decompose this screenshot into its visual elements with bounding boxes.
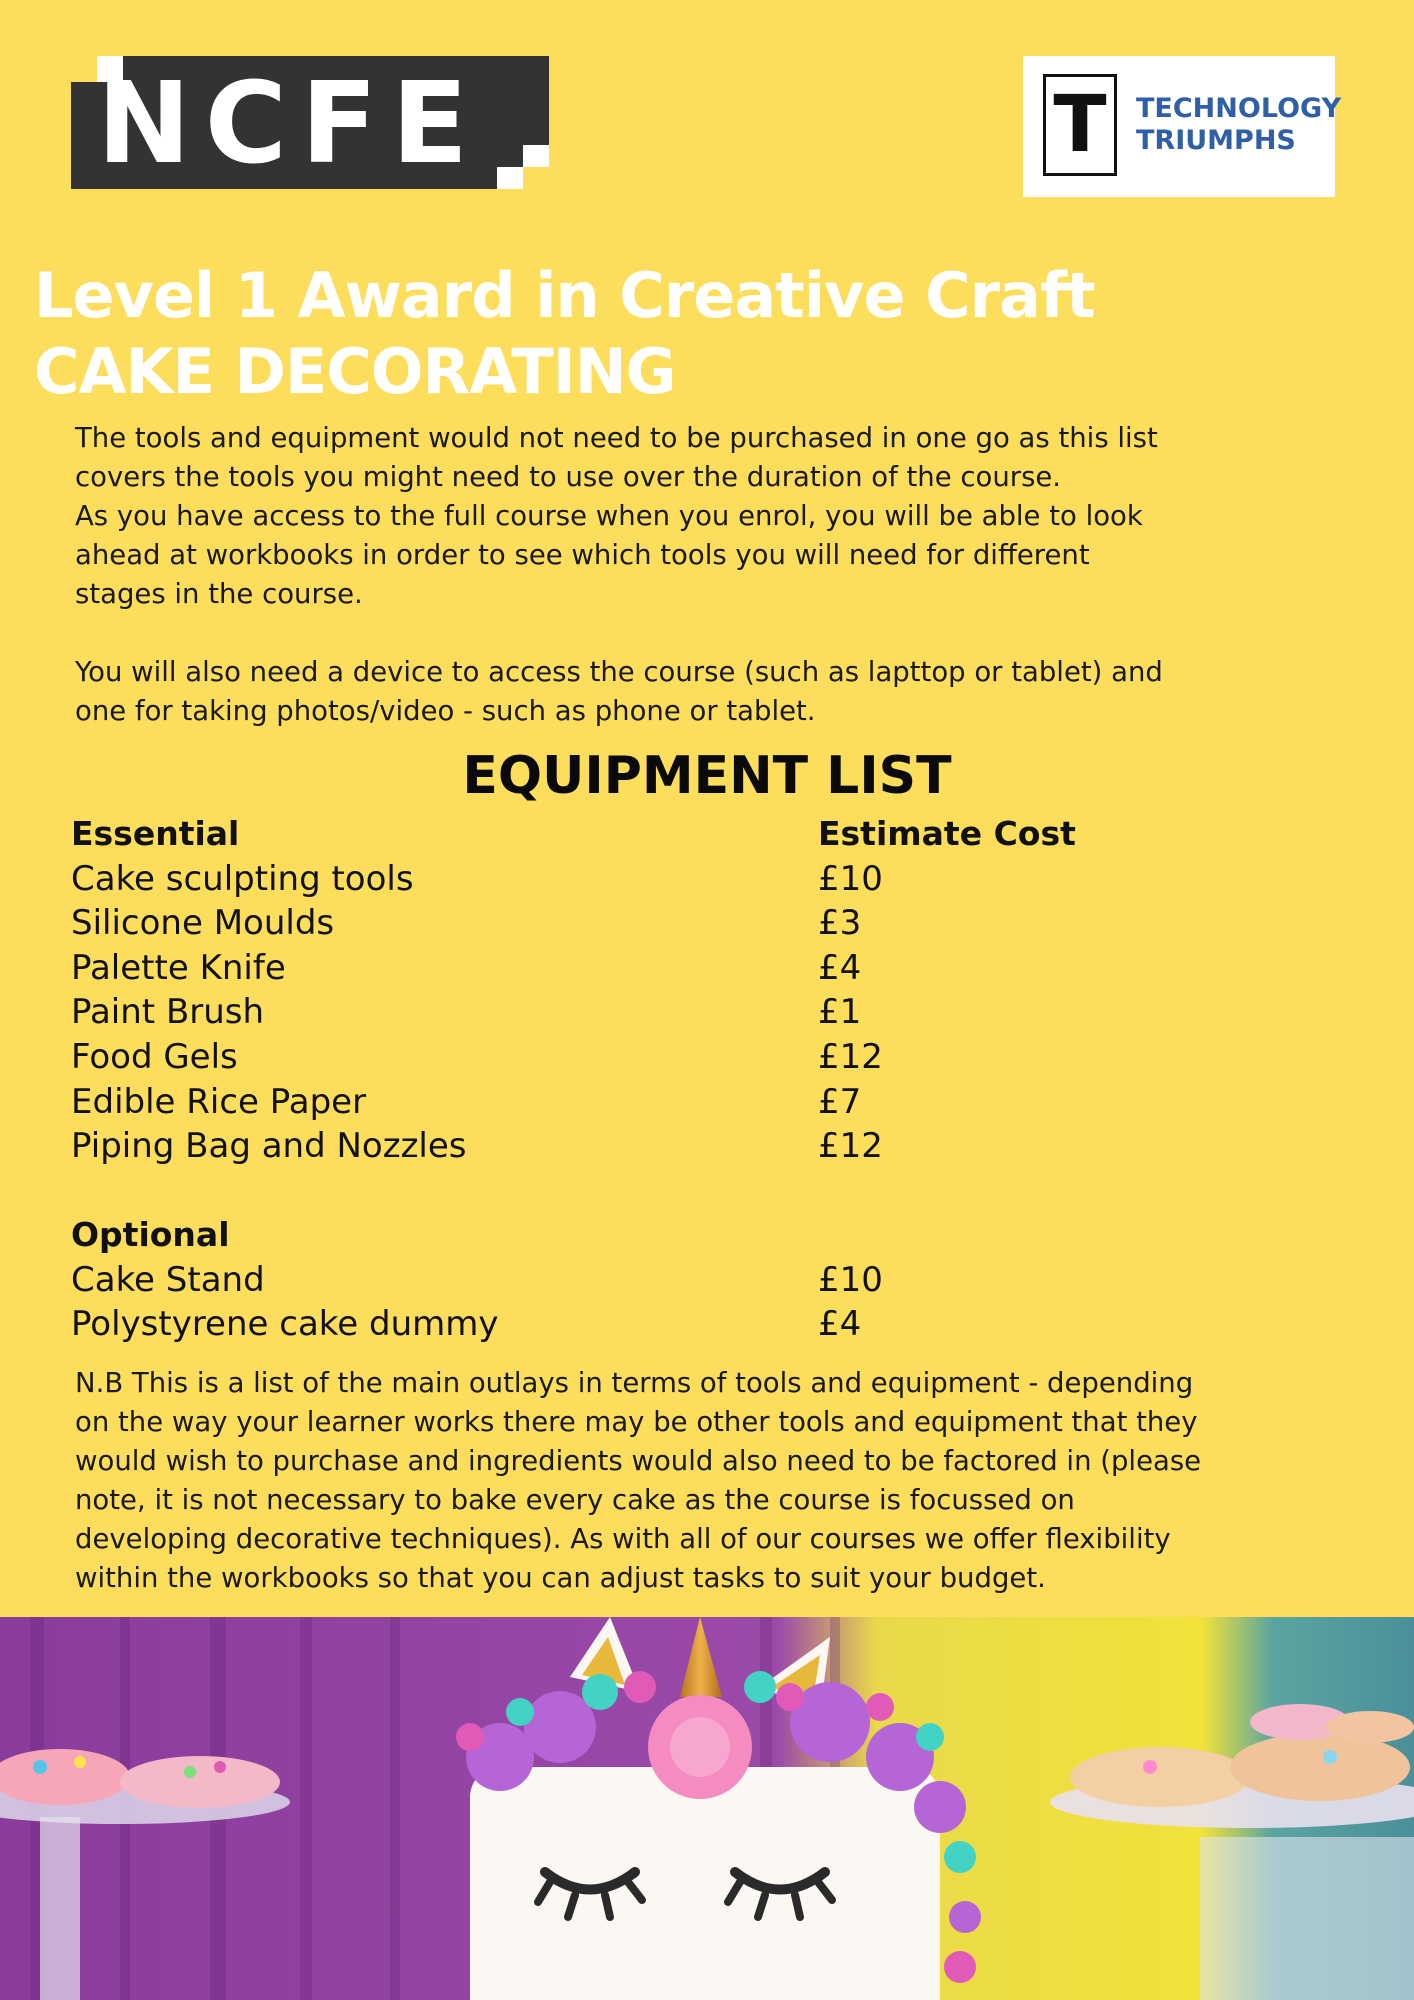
- optional-header-row: [71, 1213, 1371, 1258]
- list-item: [71, 1080, 1371, 1125]
- item-cost: £10: [818, 858, 883, 899]
- cake-illustration: [0, 1617, 1414, 2000]
- item-cost: £1: [818, 992, 862, 1033]
- page-title: Level 1 Award in Creative Craft: [34, 259, 1095, 332]
- intro-line: covers the tools you might need to use over the duration of the course.: [75, 461, 1062, 493]
- note-line: on the way your learner works there may be other tools and equipment that they: [75, 1406, 1198, 1438]
- item-name: Polystyrene cake dummy: [71, 1304, 499, 1345]
- page-subtitle: CAKE DECORATING: [34, 335, 676, 408]
- item-name: Edible Rice Paper: [71, 1081, 367, 1122]
- equipment-list-title: EQUIPMENT LIST: [462, 746, 952, 806]
- item-name: Silicone Moulds: [71, 903, 335, 944]
- technology-triumphs-logo: [1023, 56, 1342, 197]
- optional-header: Optional: [71, 1215, 230, 1254]
- list-item: [71, 990, 1371, 1035]
- item-cost: £7: [818, 1081, 862, 1122]
- item-name: Piping Bag and Nozzles: [71, 1126, 467, 1167]
- tt-logo-line1: TECHNOLOGY: [1136, 93, 1342, 124]
- list-item: [71, 946, 1371, 991]
- item-cost: £12: [818, 1126, 883, 1167]
- unicorn-cake-photo: [0, 1617, 1414, 2000]
- note-line: developing decorative techniques). As with all of our courses we offer flexibility: [75, 1523, 1171, 1555]
- logo-corner-square: [497, 167, 523, 189]
- intro-line: ahead at workbooks in order to see which tools you will need for different: [75, 539, 1090, 571]
- item-cost: £10: [818, 1259, 883, 1300]
- note-line: N.B This is a list of the main outlays in terms of tools and equipment - depending: [75, 1367, 1194, 1399]
- item-cost: £12: [818, 1036, 883, 1077]
- note-line: would wish to purchase and ingredients would also need to be factored in (please: [75, 1445, 1202, 1477]
- item-name: Food Gels: [71, 1036, 238, 1077]
- intro-line: stages in the course.: [75, 578, 363, 610]
- logo-corner-notch: [523, 167, 549, 189]
- intro-line: one for taking photos/video - such as phone or tablet.: [75, 695, 816, 727]
- intro-line: As you have access to the full course when you enrol, you will be able to look: [75, 500, 1143, 532]
- essential-header-row: [71, 812, 1371, 857]
- item-name: Cake sculpting tools: [71, 858, 414, 899]
- list-item: [71, 1124, 1371, 1169]
- item-name: Cake Stand: [71, 1259, 265, 1300]
- list-item: [71, 901, 1371, 946]
- essential-list: [71, 812, 1371, 1169]
- list-item: [71, 1258, 1371, 1303]
- list-item: [71, 1302, 1371, 1347]
- item-cost: £3: [818, 903, 862, 944]
- intro-text: [75, 419, 1375, 731]
- essential-header: Essential: [71, 814, 240, 853]
- ncfe-logo: [71, 56, 549, 189]
- cost-header: Estimate Cost: [818, 814, 1076, 853]
- tt-logo-line2: TRIUMPHS: [1136, 125, 1296, 156]
- footnote: [75, 1364, 1385, 1598]
- item-name: Paint Brush: [71, 992, 265, 1033]
- item-cost: £4: [818, 1304, 862, 1345]
- item-name: Palette Knife: [71, 947, 286, 988]
- optional-list: [71, 1213, 1371, 1347]
- note-line: note, it is not necessary to bake every cake as the course is focussed on: [75, 1484, 1075, 1516]
- ncfe-logo-text: NCFE: [97, 59, 482, 189]
- item-cost: £4: [818, 947, 862, 988]
- intro-line: The tools and equipment would not need to be purchased in one go as this list: [75, 422, 1158, 454]
- logo-corner-square: [523, 145, 549, 167]
- list-item: [71, 1035, 1371, 1080]
- intro-line: You will also need a device to access the course (such as lapttop or tablet) and: [75, 656, 1163, 688]
- tt-letter-mark: T: [1043, 74, 1117, 176]
- logo-corner-notch: [71, 56, 97, 82]
- list-item: [71, 857, 1371, 902]
- note-line: within the workbooks so that you can adjust tasks to suit your budget.: [75, 1562, 1046, 1594]
